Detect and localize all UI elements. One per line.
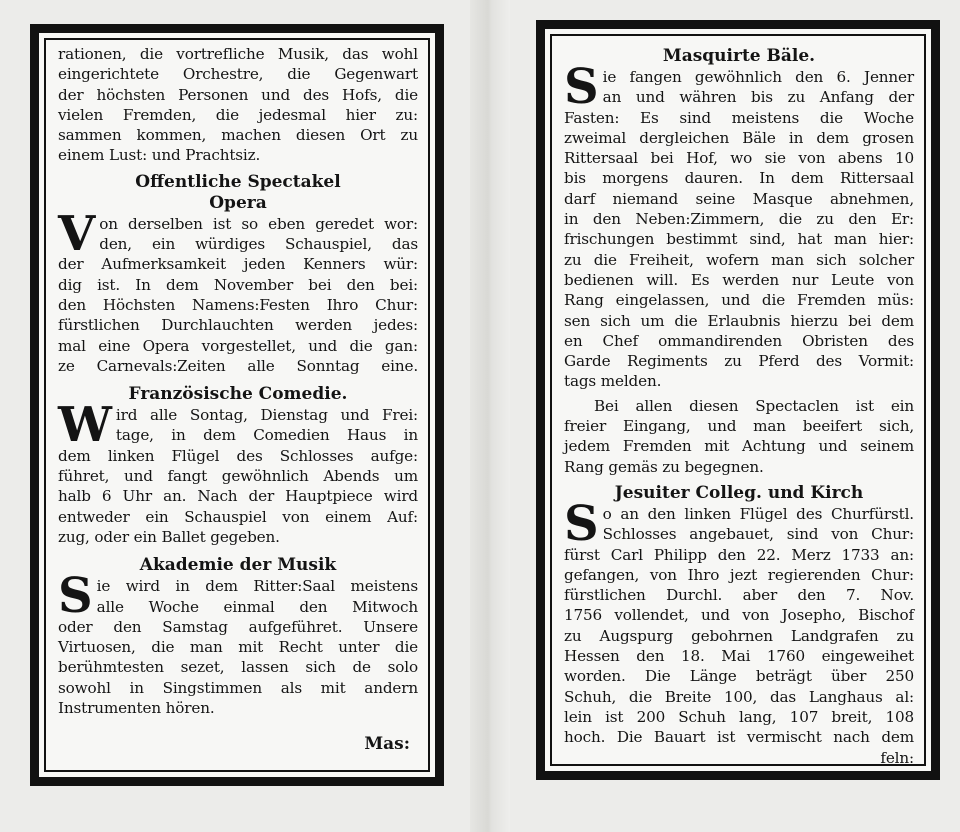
text-line: dem linken Flügel des Schlosses aufge: — [58, 446, 418, 465]
text-line: feln: — [880, 748, 914, 766]
text-line: en Chef ommandirenden Obristen des — [564, 331, 914, 350]
text-line: worden. Die Länge beträgt über 250 — [564, 667, 914, 686]
catchword: Mas: — [364, 734, 410, 754]
text-line: Rang gemäs zu begegnen. — [564, 457, 764, 476]
text-line: einem Lust: und Prachtsiz. — [58, 146, 261, 165]
text-line: ze Carnevals:Zeiten alle Sonntag eine. — [58, 356, 418, 375]
opera-paragraph — [58, 205, 418, 376]
text-line: in den Neben:Zimmern, die zu den Er: — [564, 210, 914, 229]
text-line: alle Woche einmal den Mitwoch — [96, 597, 418, 616]
drop-cap: V — [58, 205, 96, 262]
text-line: Hessen den 18. Mai 1760 eingeweihet — [564, 647, 914, 666]
text-line: Instrumenten hören. — [58, 699, 215, 718]
text-line: Schlosses angebauet, sind von Chur: — [602, 525, 914, 544]
text-line: gefangen, von Ihro jezt regierenden Chur: — [564, 565, 914, 584]
left-intro-paragraph — [58, 44, 418, 166]
text-line: dig ist. In dem November bei den bei: — [58, 275, 418, 294]
text-line: an und währen bis zu Anfang der — [602, 88, 914, 107]
text-line: berühmtesten sezet, lassen sich de solo — [58, 658, 418, 677]
comedie-paragraph — [58, 397, 418, 547]
text-line: tags melden. — [564, 372, 662, 391]
spectaclen-paragraph — [564, 396, 914, 477]
section-heading-akademie: Akademie der Musik — [139, 555, 337, 576]
text-line: ie wird in dem Ritter:Saal meistens — [96, 577, 418, 596]
drop-cap: S — [564, 59, 599, 115]
text-line: hoch. Die Bauart ist vermischt nach dem — [564, 728, 914, 747]
text-line: Fasten: Es sind meistens die Woche — [564, 108, 914, 127]
right-page-text-frame — [550, 34, 926, 766]
text-line: fürstlichen Durchl. aber den 7. Nov. — [564, 586, 914, 605]
text-line: oder den Samstag aufgeführet. Unsere — [58, 617, 418, 636]
text-line: mal eine Opera vorgestellet, und die gan: — [58, 336, 418, 355]
text-line: fürstlichen Durchlauchten werden jedes: — [58, 316, 418, 335]
text-line: darf niemand seine Masque abnehmen, — [564, 189, 914, 208]
text-line: zweimal dergleichen Bäle in dem grosen — [564, 128, 914, 147]
text-line: eingerichtete Orchestre, die Gegenwart — [58, 65, 418, 84]
text-line: den Höchsten Namens:Festen Ihro Chur: — [58, 295, 418, 314]
section-heading-jesuiter: Jesuiter Colleg. und Kirch — [614, 482, 864, 503]
section-heading-comedie: Französische Comedie. — [128, 384, 348, 405]
text-line: lein ist 200 Schuh lang, 107 breit, 108 — [564, 707, 914, 726]
left-page-text-frame — [44, 38, 430, 772]
text-line: ird alle Sontag, Dienstag und Frei: — [115, 406, 418, 425]
section-subheading-opera: Opera — [209, 192, 267, 213]
text-line: on derselben ist so eben geredet wor: — [99, 214, 418, 233]
text-line: entweder ein Schauspiel von einem Auf: — [58, 507, 418, 526]
text-line: bis morgens dauren. In dem Rittersaal — [564, 169, 914, 188]
text-line: o an den linken Flügel des Churfürstl. — [602, 504, 914, 523]
jesuiter-paragraph — [564, 495, 914, 766]
drop-cap: W — [58, 397, 112, 454]
text-line: vielen Fremden, die jedesmal hier zu: — [58, 105, 418, 124]
text-line: sen sich um die Erlaubnis hierzu bei dem — [564, 311, 914, 330]
text-line: halb 6 Uhr an. Nach der Hauptpiece wird — [58, 487, 418, 506]
text-line: 1756 vollendet, und von Josepho, Bischof — [564, 606, 914, 625]
right-page — [536, 20, 940, 780]
text-line: sammen kommen, machen diesen Ort zu — [58, 126, 418, 145]
text-line: Virtuosen, die man mit Recht unter die — [58, 638, 418, 657]
text-line: jedem Fremden mit Achtung und seinem — [564, 437, 914, 456]
text-line: bedienen will. Es werden nur Leute von — [564, 270, 914, 289]
text-line: rationen, die vortrefliche Musik, das wohl — [58, 45, 418, 63]
text-line: freier Eingang, und man beeifert sich, — [564, 417, 914, 436]
text-line: frischungen bestimmt sind, hat man hier: — [564, 230, 914, 249]
drop-cap: S — [564, 495, 599, 552]
text-line: Schuh, die Breite 100, das Langhaus al: — [564, 687, 914, 706]
text-line: zu Augspurg gebohrnen Landgrafen zu — [564, 626, 914, 645]
text-line: zug, oder ein Ballet gegeben. — [58, 527, 280, 546]
text-line: den, ein würdiges Schauspiel, das — [99, 235, 418, 254]
akademie-paragraph — [58, 568, 418, 718]
text-line: Rittersaal bei Hof, wo sie von abens 10 — [564, 149, 914, 168]
text-line: Bei allen diesen Spectaclen ist ein — [594, 396, 914, 415]
text-line: ie fangen gewöhnlich den 6. Jenner — [602, 68, 914, 86]
text-line: tage, in dem Comedien Haus in — [115, 426, 418, 445]
section-heading-spectakel: Offentliche Spectakel — [135, 171, 341, 192]
text-line: zu die Freiheit, wofern man sich solcher — [564, 250, 914, 269]
left-page — [30, 24, 444, 786]
baele-paragraph — [564, 59, 914, 392]
text-line: fürst Carl Philipp den 22. Merz 1733 an: — [564, 545, 914, 564]
text-line: der höchsten Personen und des Hofs, die — [58, 85, 418, 104]
text-line: sowohl in Singstimmen als mit andern — [58, 678, 418, 697]
text-line: Rang eingelassen, und die Fremden müs: — [564, 291, 914, 310]
text-line: der Aufmerksamkeit jeden Kenners wür: — [58, 255, 418, 274]
text-line: führet, und fangt gewöhnlich Abends um — [58, 467, 418, 486]
drop-cap: S — [58, 568, 93, 625]
book-gutter — [470, 0, 510, 832]
section-heading-masquirte-baele: Masquirte Bäle. — [662, 46, 816, 66]
text-line: Garde Regiments zu Pferd des Vormit: — [564, 352, 914, 371]
